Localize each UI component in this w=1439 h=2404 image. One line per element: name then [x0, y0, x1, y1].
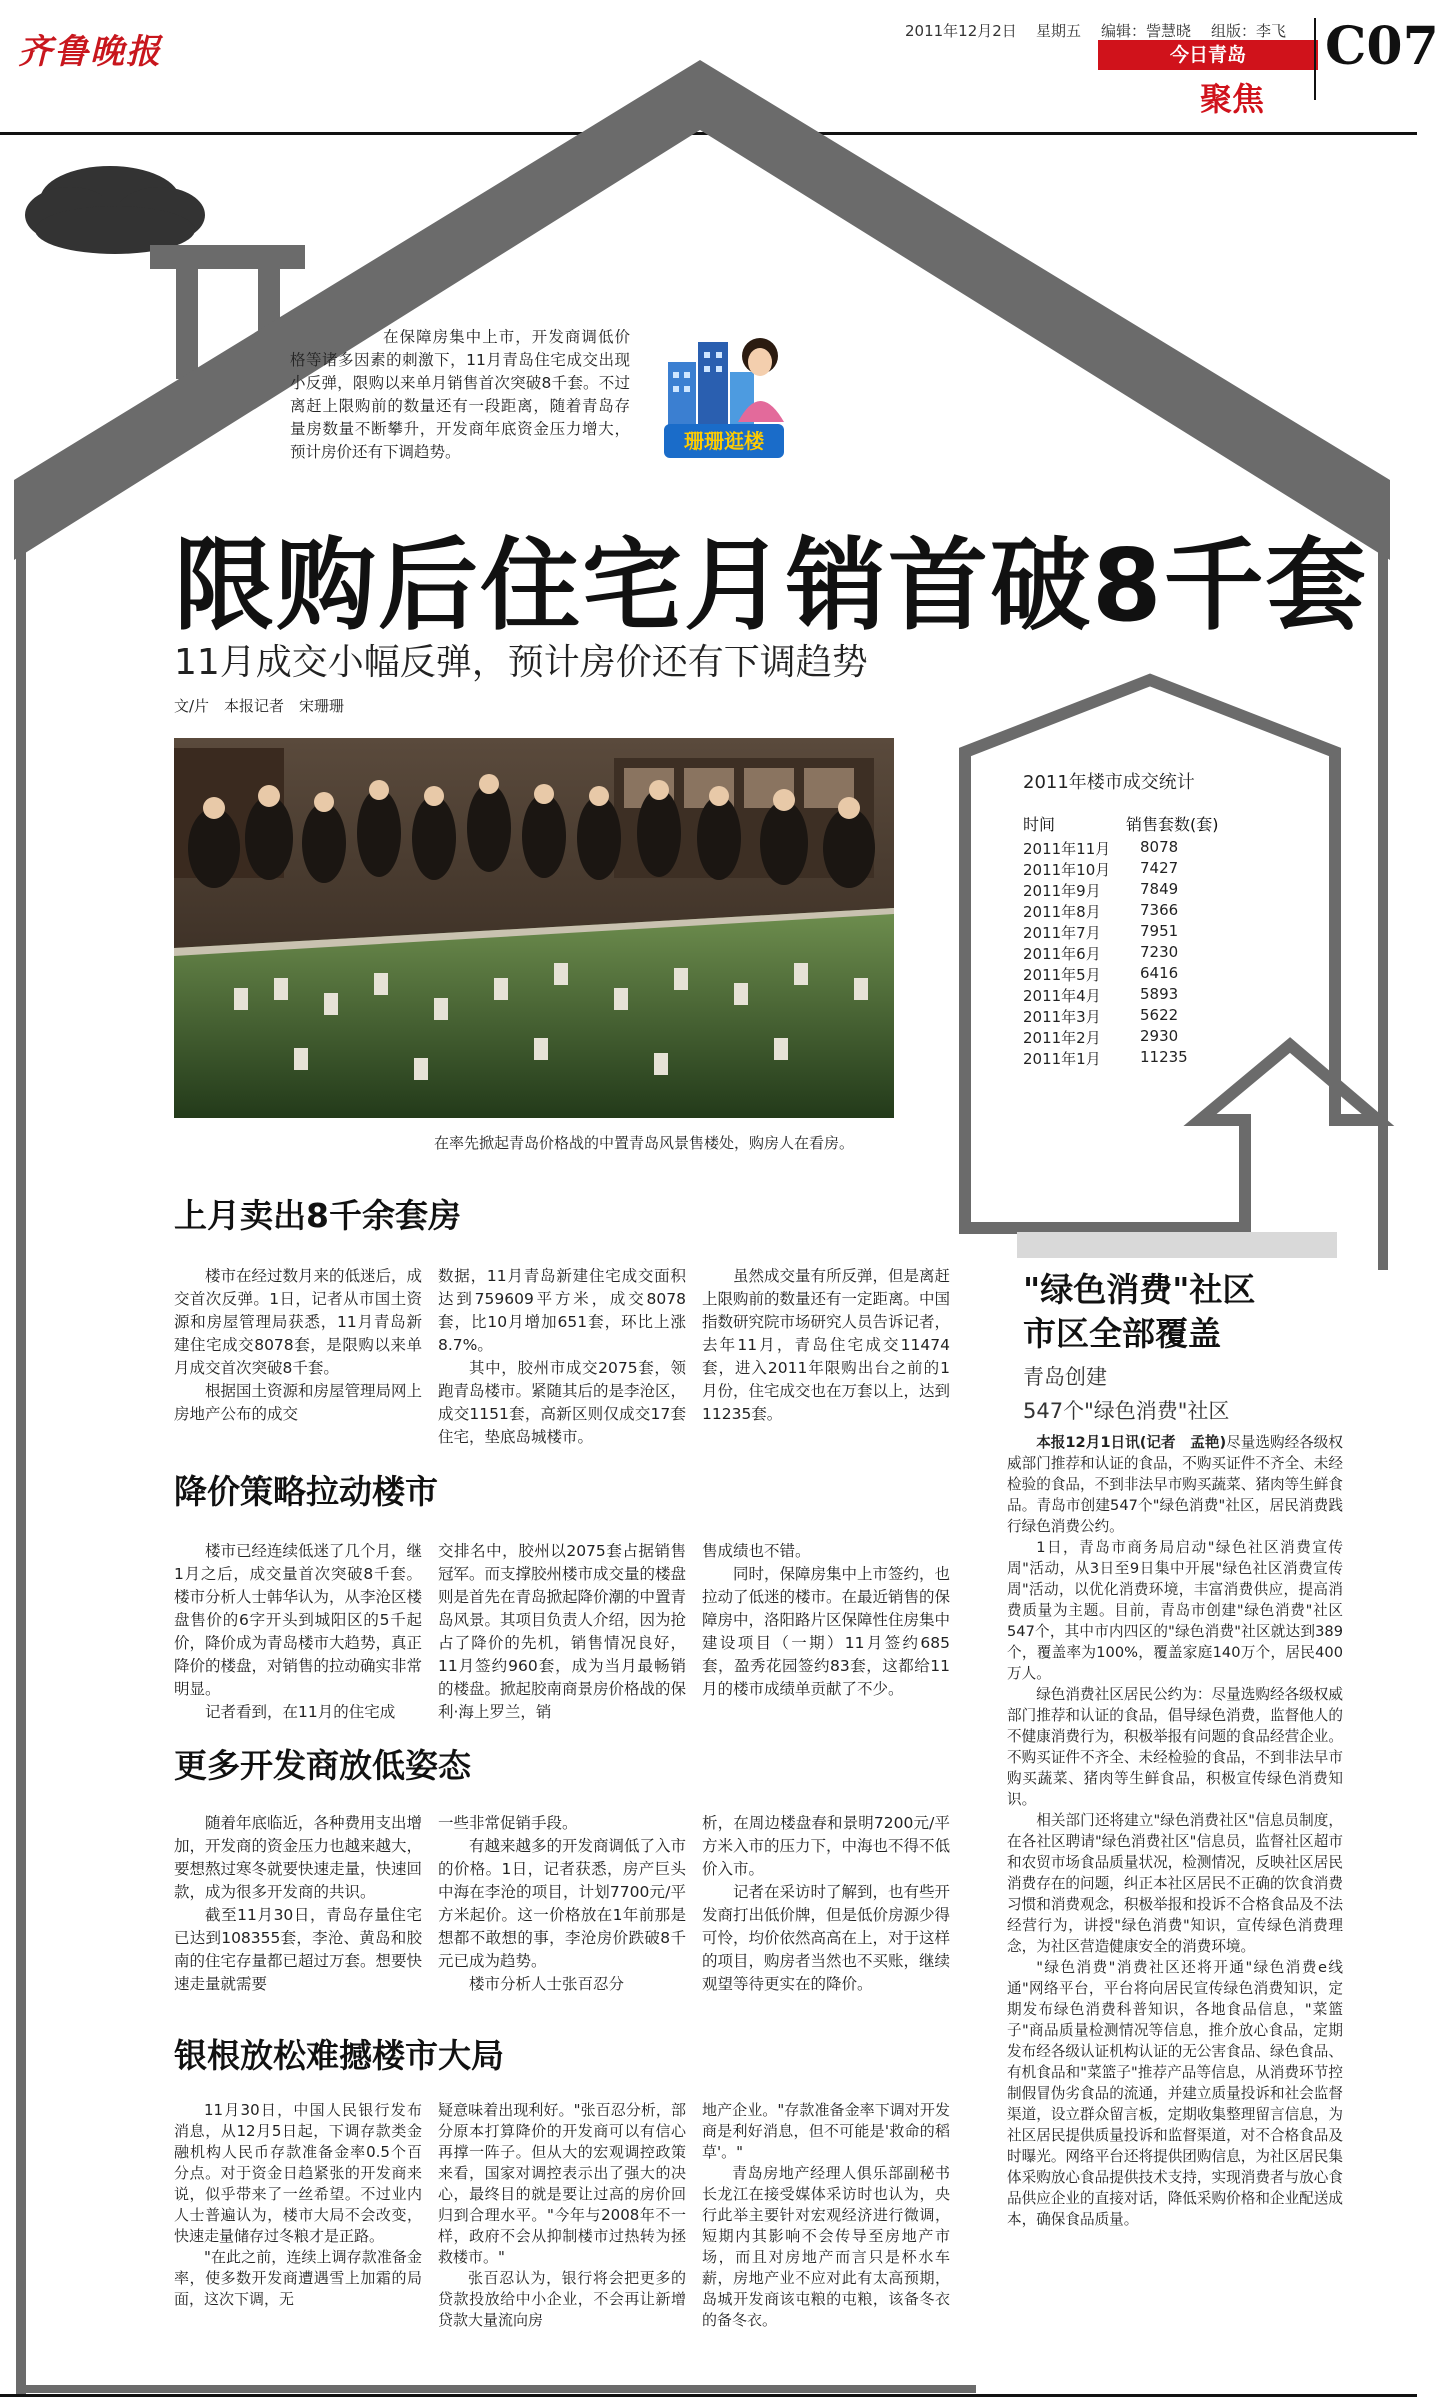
edition-banner: 今日青岛 — [1098, 40, 1318, 70]
sidebar-body: 本报12月1日讯(记者 孟艳)尽量选购经各级权威部门推荐和认证的食品，不购买证件不齐全、未经检验的食品，不到非法早市购买蔬菜、猪肉等生鲜食品。青岛市创建547个"绿色消费"社区，居民消费践行绿色消费公约。 1日，青岛市商务局启动"绿色社区消费宣传周"活动，从3日至9日集中开展"绿色社区消费宣传周"活动，以优化消费环境，丰富消费供应，提高消费质量为主题。目前，青岛市创建"绿色消费"社区547个，其中市内四区的"绿色消费"社区就达到389个，覆盖率为100%，覆盖家庭140万个，居民400万人。 绿色消费社区居民公约为：尽量选购经各级权威部门推荐和认证的食品，倡导绿色消费，监督他人的不健康消费行为，积极举报有问题的食品经营企业。不购买证件不齐全、未经检验的食品，不到非法早市购买蔬菜、猪肉等生鲜食品，积极宣传绿色消费知识。 相关部门还将建立"绿色消费社区"信息员制度，在各社区聘请"绿色消费社区"信息员，监督社区超市和农贸市场食品质量状况，检测情况，反映社区居民消费存在的问题，纠正本社区居民不正确的饮食消费习惯和消费观念，积极举报和投诉不合格食品及不法经营行为，讲授"绿色消费"知识，宣传绿色消费理念，为社区营造健康安全的消费环境。 "绿色消费"消费社区还将开通"绿色消费e线通"网络平台，平台将向居民宣传绿色消费知识，定期发布绿色消费科普知识，各地食品信息，"菜篮子"商品质量检测情况等信息，推介放心食品，定期发布经各级认证机构认证的无公害食品、绿色食品、有机食品和"菜篮子"推荐产品等信息，从消费环节控制假冒伪劣食品的流通，并建立质量投诉和社会监督渠道，设立群众留言板，定期收集整理留言信息，为社区居民提供质量投诉和监督渠道，对不合格食品及时曝光。网络平台还将提供团购信息，为社区居民集体采购放心食品提供技术支持，实现消费者与放心食品供应企业的直接对话，降低采购价格和企业配送成本，确保食品质量。 — [1007, 1434, 1343, 2228]
stats-row-month: 2011年11月 — [1023, 840, 1111, 858]
stats-row-month: 2011年1月 — [1023, 1050, 1101, 1068]
bottom-rule — [0, 2394, 1417, 2397]
stats-row-month: 2011年5月 — [1023, 966, 1101, 984]
stats-row-value: 7849 — [1140, 880, 1179, 898]
section-column: 析，在周边楼盘春和景明7200元/平方米入市的压力下，中海也不得不低价入市。 记者在采访时了解到，也有些开发商打出低价牌，但是低价房源少得可怜，均价依然高高在上，对于这样的项目，购房者当然也不买账，继续观望等待更实在的降价。 — [702, 1814, 951, 1993]
stats-row-month: 2011年8月 — [1023, 903, 1101, 921]
section-heading: 银根放松难撼楼市大局 — [174, 2036, 504, 2075]
stats-row-month: 2011年10月 — [1023, 861, 1111, 879]
floor-rule — [16, 2385, 976, 2393]
section-column: 交排名中，胶州以2075套占据销售冠军。而支撑胶州楼市成交量的楼盘则是首先在青岛掀起降价潮的中置青岛风景。其项目负责人介绍，因为抢占了降价的先机，销售情况良好，11月签约960套，成为当月最畅销的楼盘。掀起胶南商景房价格战的保利·海上罗兰，销 — [438, 1542, 687, 1721]
section-column: 楼市已经连续低迷了几个月，继1月之后，成交量首次突破8千套。楼市分析人士韩华认为，从李沧区楼盘售价的6字开头到城阳区的5千起价，降价成为青岛楼市大趋势，真正降价的楼盘，对销售的拉动确实非常明显。 记者看到，在11月的住宅成 — [174, 1542, 423, 1721]
section-column: 随着年底临近，各种费用支出增加，开发商的资金压力也越来越大，要想熬过寒冬就要快速走量，快速回款，成为很多开发商的共识。 截至11月30日，青岛存量住宅已达到108355套，李沧、黄岛和胶南的住宅存量都已超过万套。想要快速走量就需要 — [174, 1814, 423, 1993]
section-heading: 更多开发商放低姿态 — [174, 1746, 471, 1785]
stats-row-value: 7230 — [1140, 943, 1179, 961]
section-column: 虽然成交量有所反弹，但是离赶上限购前的数量还有一定距离。中国指数研究院市场研究人员告诉记者，去年11月，青岛住宅成交11474套，进入2011年限购出台之前的1月份，住宅成交也在万套以上，达到11235套。 — [702, 1267, 951, 1423]
stats-col-sales: 销售套数(套) — [1126, 815, 1219, 834]
sidebar-title-line: "绿色消费"社区 — [1023, 1270, 1256, 1309]
sidebar-title — [1023, 1268, 1255, 1356]
sidebar-title-line: 市区全部覆盖 — [1023, 1314, 1221, 1353]
stats-row-month: 2011年3月 — [1023, 1008, 1101, 1026]
stats-row-value: 8078 — [1140, 838, 1179, 856]
section-column: 疑意味着出现利好。"张百忍分析，部分原本打算降价的开发商可以有信心再撑一阵子。但从大的宏观调控政策来看，国家对调控表示出了强大的决心，最终目的就是要让过高的房价回归到合理水平。"今年与2008年不一样，政府不会从抑制楼市过热转为拯救楼市。" 张百忍认为，银行将会把更多的贷款投放给中小企业，不会再让新增贷款大量流向房 — [438, 2101, 686, 2329]
left-wall — [16, 480, 26, 2395]
sidebar-gray-bar — [1017, 1232, 1337, 1258]
stats-title: 2011年楼市成交统计 — [1023, 772, 1195, 793]
issue-date: 2011年12月2日 — [905, 22, 1017, 40]
cloud-icon — [25, 166, 205, 254]
column-logo-label: 珊珊逛楼 — [664, 424, 784, 458]
section-title: 聚焦 — [1200, 80, 1265, 118]
sidebar-subtitle-line: 547个"绿色消费"社区 — [1023, 1399, 1230, 1423]
stats-row-month: 2011年9月 — [1023, 882, 1101, 900]
right-wall — [1378, 480, 1388, 1270]
subheadline: 11月成交小幅反弹，预计房价还有下调趋势 — [174, 642, 868, 683]
section-column: 数据，11月青岛新建住宅成交面积达到759609平方米，成交8078套，比10月增加651套，环比上涨8.7%。 其中，胶州市成交2075套，领跑青岛楼市。紧随其后的是李沧区，成交1151套，高新区则仅成交17套住宅，垫底岛城楼市。 — [438, 1267, 687, 1446]
stats-row-value: 5893 — [1140, 985, 1179, 1003]
page-number: C07 — [1325, 16, 1439, 77]
stats-row-value: 7366 — [1140, 901, 1179, 919]
masthead-divider — [1314, 18, 1316, 100]
stats-row-value: 7951 — [1140, 922, 1179, 940]
intro-paragraph: 在保障房集中上市，开发商调低价格等诸多因素的刺激下，11月青岛住宅成交出现小反弹，限购以来单月销售首次突破8千套。不过离赶上限购前的数量还有一段距离，随着青岛存量房数量不断攀升，开发商年底资金压力增大，预计房价还有下调趋势。 — [290, 328, 630, 461]
section-column: 楼市在经过数月来的低迷后，成交首次反弹。1日，记者从市国土资源和房屋管理局获悉，11月青岛新建住宅成交8078套，是限购以来单月成交首次突破8千套。 根据国土资源和房屋管理局网上房地产公布的成交 — [174, 1267, 423, 1423]
section-heading: 降价策略拉动楼市 — [174, 1472, 438, 1511]
paper-logo: 齐鲁晚报 — [18, 32, 162, 72]
stats-row-value: 11235 — [1140, 1048, 1188, 1066]
headline: 限购后住宅月销首破8千套 — [174, 527, 1368, 644]
issue-weekday: 星期五 — [1036, 22, 1082, 40]
showroom-photo — [174, 738, 894, 1118]
roof-shape — [14, 60, 1390, 560]
stats-row-month: 2011年6月 — [1023, 945, 1101, 963]
layout-credit: 组版：李飞 — [1211, 22, 1287, 40]
section-heading: 上月卖出8千余套房 — [174, 1196, 461, 1235]
section-column: 11月30日，中国人民银行发布消息，从12月5日起，下调存款类金融机构人民币存款准备金率0.5个百分点。对于资金日趋紧张的开发商来说，似乎带来了一丝希望。不过业内人士普遍认为，楼市大局不会改变，快速走量储存过冬粮才是正路。 "在此之前，连续上调存款准备金率，使多数开发商遭遇雪上加霜的局面，这次下调，无 — [174, 2101, 422, 2308]
stats-row-month: 2011年7月 — [1023, 924, 1101, 942]
stats-row-value: 5622 — [1140, 1006, 1179, 1024]
sidebar-subtitle-line: 青岛创建 — [1023, 1365, 1107, 1389]
section-column: 地产企业。"存款准备金率下调对开发商是利好消息，但不可能是'救命的稻草'。" 青岛房地产经理人俱乐部副秘书长龙江在接受媒体采访时也认为，央行此举主要针对宏观经济进行微调，短期内其影响不会传导至房地产市场，而且对房地产而言只是杯水车薪，房地产业不应对此有太高预期，岛城开发商该屯粮的屯粮，该备冬衣的备冬衣。 — [702, 2101, 950, 2329]
stats-row-value: 7427 — [1140, 859, 1179, 877]
editor-credit: 编辑：訾慧晓 — [1101, 22, 1192, 40]
photo-caption: 在率先掀起青岛价格战的中置青岛风景售楼处，购房人在看房。 — [434, 1134, 855, 1152]
stats-row-month: 2011年4月 — [1023, 987, 1101, 1005]
sidebar-dateline: 本报12月1日讯(记者 孟艳) — [1036, 1434, 1227, 1451]
stats-col-time: 时间 — [1023, 815, 1056, 834]
section-column: 售成绩也不错。 同时，保障房集中上市签约，也拉动了低迷的楼市。在最近销售的保障房中，洛阳路片区保障性住房集中建设项目（一期）11月签约685套，盈秀花园签约83套，这都给11月的楼市成绩单贡献了不少。 — [702, 1542, 951, 1698]
byline: 文/片 本报记者 宋珊珊 — [174, 697, 345, 715]
sidebar-subtitle — [1023, 1360, 1229, 1428]
stats-row-value: 2930 — [1140, 1027, 1179, 1045]
stats-row-value: 6416 — [1140, 964, 1179, 982]
section-column: 一些非常促销手段。 有越来越多的开发商调低了入市的价格。1日，记者获悉，房产巨头中海在李沧的项目，计划7700元/平方米起价。这一价格放在1年前那是想都不敢想的事，李沧房价跌破8千元已成为趋势。 楼市分析人士张百忍分 — [438, 1814, 687, 1993]
stats-row-month: 2011年2月 — [1023, 1029, 1101, 1047]
